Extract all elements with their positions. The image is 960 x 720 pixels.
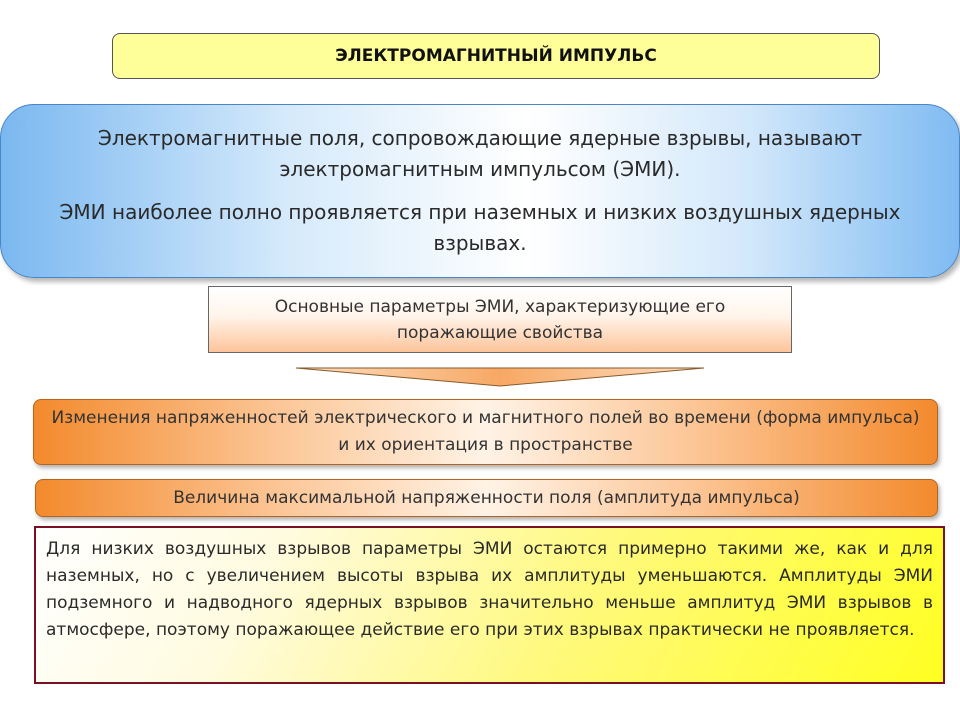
note-text: Для низких воздушных взрывов параметры ЭМИ остаются примерно такими же, как и для наземных, но с увеличением высоты взрыва их амплитуды уменьшаются. Амплитуды ЭМИ подземного и надводного ядерных взрывов значительно меньше амплитуд ЭМИ взрывов в атмосфере, поэтому поражающее действие его при этих взрывах практически не проявляется.: [46, 539, 933, 640]
parameter-amplitude-text: Величина максимальной напряженности поля (амплитуда импульса): [173, 488, 800, 508]
parameters-header-box: [208, 286, 792, 353]
note-box: [34, 526, 945, 684]
parameter-amplitude-box: [35, 479, 938, 517]
parameters-header-text: Основные параметры ЭМИ, характеризующие его поражающие свойства: [274, 296, 726, 343]
down-arrow-icon: [295, 367, 705, 387]
page-title: ЭЛЕКТРОМАГНИТНЫЙ ИМПУЛЬС: [112, 33, 880, 79]
parameter-field-change-text: Изменения напряженностей электрического и магнитного полей во времени (форма импульса) и их ориентация в пространстве: [51, 408, 920, 455]
manifestation-text: ЭМИ наиболее полно проявляется при наземных и низких воздушных ядерных взрывах.: [59, 200, 901, 255]
definition-text: Электромагнитные поля, сопровождающие ядерные взрывы, называют электромагнитным импульсом (ЭМИ).: [97, 126, 863, 181]
definition-box: [0, 104, 960, 278]
parameter-field-change-box: [33, 399, 938, 465]
